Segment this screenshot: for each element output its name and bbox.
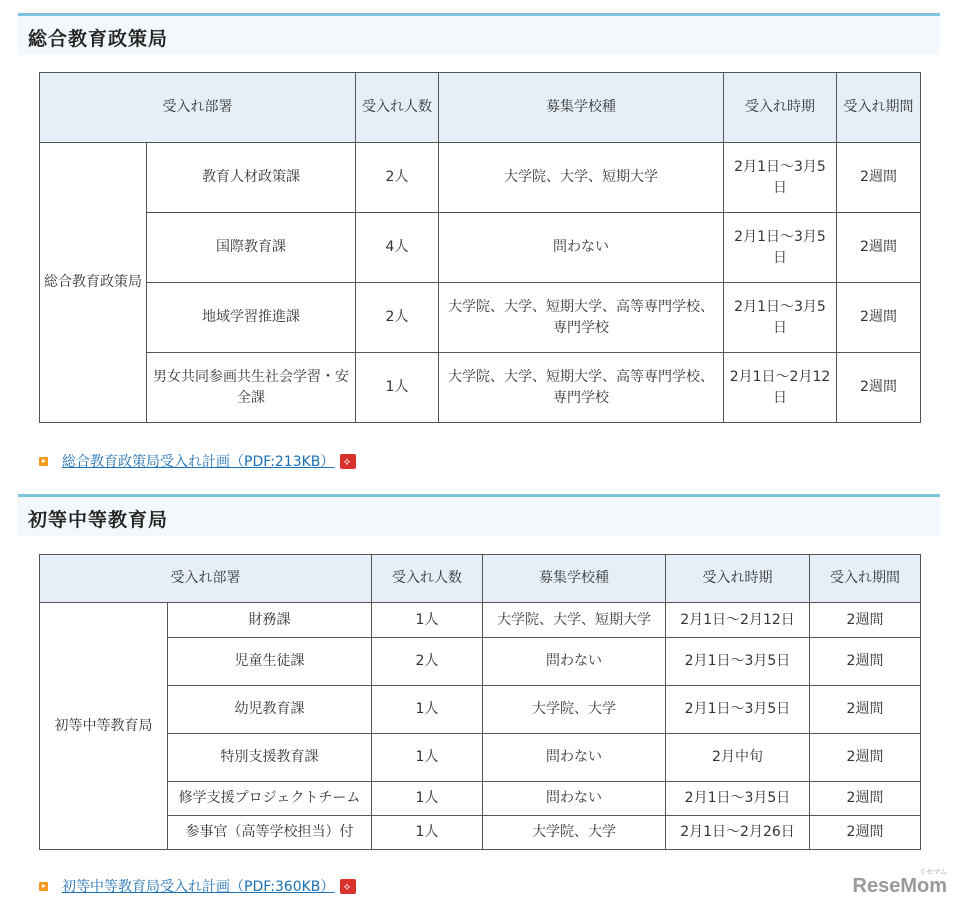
count-cell: 1人 [372,816,483,850]
schools-cell: 問わない [483,734,666,782]
table-row [40,143,921,213]
period-cell: 2月1日～2月12日 [666,603,810,638]
count-cell: 2人 [356,143,439,213]
table-row [40,353,921,423]
pdf-link-row-shoto [39,876,356,896]
table-row [40,734,921,782]
dept-group: 総合教育政策局 [40,143,147,423]
table-row [40,816,921,850]
count-cell: 2人 [356,283,439,353]
table-sogo [39,72,921,423]
table-row [40,782,921,816]
dept-cell: 参事官（高等学校担当）付 [168,816,372,850]
duration-cell: 2週間 [810,816,921,850]
table-row [40,283,921,353]
duration-cell: 2週間 [810,638,921,686]
schools-cell: 大学院、大学、短期大学、高等専門学校、専門学校 [439,353,724,423]
count-cell: 1人 [372,603,483,638]
period-cell: 2月1日～3月5日 [666,686,810,734]
watermark-sub: リセマム [919,869,947,876]
period-cell: 2月1日～3月5日 [724,143,837,213]
dept-cell: 地域学習推進課 [147,283,356,353]
duration-cell: 2週間 [837,143,921,213]
duration-cell: 2週間 [810,782,921,816]
period-cell: 2月中旬 [666,734,810,782]
dept-group: 初等中等教育局 [40,603,168,850]
period-cell: 2月1日～3月5日 [724,213,837,283]
header-dept: 受入れ部署 [40,555,372,603]
header-duration: 受入れ期間 [810,555,921,603]
header-period: 受入れ時期 [724,73,837,143]
section-title: 初等中等教育局 [28,509,169,531]
table-row [40,213,921,283]
schools-cell: 大学院、大学、短期大学 [483,603,666,638]
table-row [40,638,921,686]
dept-cell: 国際教育課 [147,213,356,283]
bullet-arrow-icon [39,882,48,891]
table-row [40,603,921,638]
period-cell: 2月1日～3月5日 [724,283,837,353]
duration-cell: 2週間 [810,603,921,638]
watermark-brand: ReseMom [852,875,947,897]
count-cell: 4人 [356,213,439,283]
dept-cell: 教育人材政策課 [147,143,356,213]
schools-cell: 問わない [439,213,724,283]
pdf-link-sogo[interactable]: 総合教育政策局受入れ計画（PDF:213KB） [62,454,335,470]
header-schools: 募集学校種 [483,555,666,603]
count-cell: 1人 [372,782,483,816]
duration-cell: 2週間 [837,213,921,283]
resemom-watermark [852,869,947,898]
pdf-link-row-sogo [39,451,356,471]
schools-cell: 問わない [483,782,666,816]
count-cell: 1人 [372,734,483,782]
dept-cell: 財務課 [168,603,372,638]
count-cell: 1人 [372,686,483,734]
dept-cell: 児童生徒課 [168,638,372,686]
schools-cell: 大学院、大学 [483,816,666,850]
dept-cell: 修学支援プロジェクトチーム [168,782,372,816]
dept-cell: 幼児教育課 [168,686,372,734]
dept-cell: 男女共同参画共生社会学習・安全課 [147,353,356,423]
bullet-arrow-icon [39,457,48,466]
header-duration: 受入れ期間 [837,73,921,143]
count-cell: 1人 [356,353,439,423]
section-title: 総合教育政策局 [28,28,169,50]
duration-cell: 2週間 [810,686,921,734]
duration-cell: 2週間 [837,283,921,353]
header-count: 受入れ人数 [372,555,483,603]
schools-cell: 問わない [483,638,666,686]
pdf-icon [340,879,356,894]
period-cell: 2月1日～2月12日 [724,353,837,423]
period-cell: 2月1日～3月5日 [666,782,810,816]
header-period: 受入れ時期 [666,555,810,603]
schools-cell: 大学院、大学、短期大学、高等専門学校、専門学校 [439,283,724,353]
header-schools: 募集学校種 [439,73,724,143]
duration-cell: 2週間 [810,734,921,782]
header-count: 受入れ人数 [356,73,439,143]
period-cell: 2月1日～3月5日 [666,638,810,686]
schools-cell: 大学院、大学 [483,686,666,734]
table-row [40,686,921,734]
count-cell: 2人 [372,638,483,686]
period-cell: 2月1日～2月26日 [666,816,810,850]
section-header-shoto [18,494,940,536]
duration-cell: 2週間 [837,353,921,423]
pdf-link-shoto[interactable]: 初等中等教育局受入れ計画（PDF:360KB） [62,879,335,895]
section-header-sogo [18,13,940,55]
dept-cell: 特別支援教育課 [168,734,372,782]
schools-cell: 大学院、大学、短期大学 [439,143,724,213]
pdf-icon [340,454,356,469]
table-shoto [39,554,921,850]
header-dept: 受入れ部署 [40,73,356,143]
